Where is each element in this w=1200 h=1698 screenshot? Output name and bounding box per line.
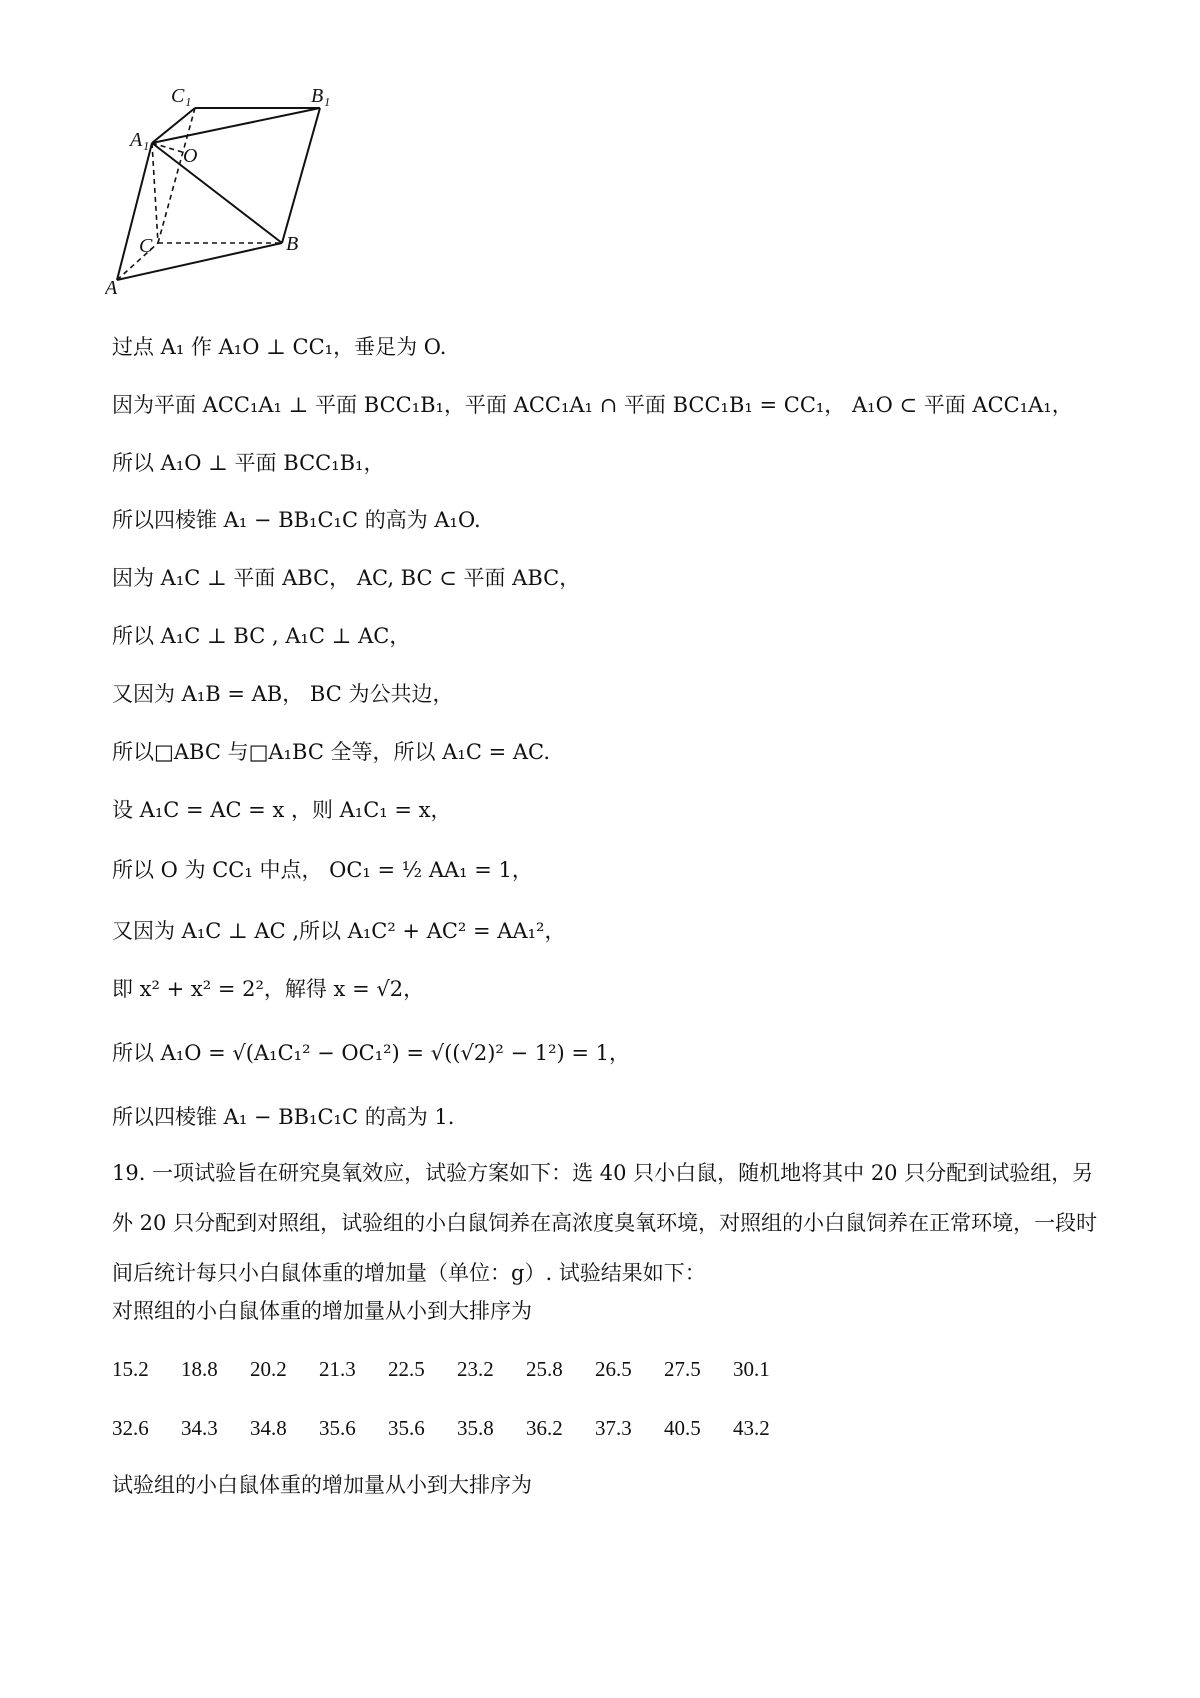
control-data-row-2: [112, 1411, 802, 1445]
data-value: 20.2: [250, 1357, 287, 1381]
data-value: 25.8: [526, 1357, 563, 1381]
label-a1: A₁: [130, 129, 150, 151]
solution-line-1: 过点 A₁ 作 A₁O ⊥ CC₁，垂足为 O.: [112, 335, 447, 359]
data-value: 23.2: [457, 1357, 494, 1381]
solution-line-6: 所以 A₁C ⊥ BC , A₁C ⊥ AC，: [112, 624, 411, 648]
data-value: 34.8: [250, 1416, 287, 1440]
edge-c1-c-dashed: [158, 108, 198, 243]
data-value: 36.2: [526, 1416, 563, 1440]
solution-line-7: 又因为 A₁B = AB， BC 为公共边，: [112, 682, 454, 706]
data-value: 35.6: [388, 1416, 425, 1440]
data-value: 26.5: [595, 1357, 632, 1381]
prism-figure: [105, 80, 365, 310]
solution-line-11: 又因为 A₁C ⊥ AC ,所以 A₁C² + AC² = AA₁²，: [112, 919, 566, 943]
data-value: 37.3: [595, 1416, 632, 1440]
solution-line-2: 因为平面 ACC₁A₁ ⊥ 平面 BCC₁B₁，平面 ACC₁A₁ ∩ 平面 BCC₁B₁ = CC₁， A₁O ⊂ 平面 ACC₁A₁，: [112, 393, 1073, 417]
control-data-row-1: [112, 1352, 802, 1386]
solution-line-4: 所以四棱锥 A₁ − BB₁C₁C 的高为 A₁O.: [112, 508, 481, 532]
solution-line-12: 即 x² + x² = 2²，解得 x = √2，: [112, 977, 425, 1001]
label-b1: B₁: [311, 85, 331, 107]
solution-line-13: 所以 A₁O = √(A₁C₁² − OC₁²) = √((√2)² − 1²) = 1，: [112, 1041, 631, 1065]
label-a: A: [105, 277, 118, 299]
problem-19-text: 19. 一项试验旨在研究臭氧效应，试验方案如下：选 40 只小白鼠，随机地将其中 20 只分配到试验组，另外 20 只分配到对照组，试验组的小白鼠饲养在高浓度臭氧环境，对照组的小白鼠饲养在正常环境，一段时间后统计每只小白鼠体重的增加量（单位：g）. 试验结果如下：: [112, 1161, 1098, 1285]
data-value: 30.1: [733, 1357, 770, 1381]
edge-a1-a: [117, 143, 152, 280]
solution-line-5: 因为 A₁C ⊥ 平面 ABC， AC, BC ⊂ 平面 ABC，: [112, 566, 581, 590]
data-value: 18.8: [181, 1357, 218, 1381]
solution-line-14: 所以四棱锥 A₁ − BB₁C₁C 的高为 1.: [112, 1105, 455, 1129]
data-value: 27.5: [664, 1357, 701, 1381]
label-c1: C₁: [171, 85, 192, 107]
data-value: 35.6: [319, 1416, 356, 1440]
data-value: 43.2: [733, 1416, 770, 1440]
solution-line-3: 所以 A₁O ⊥ 平面 BCC₁B₁，: [112, 451, 385, 475]
solution-line-9: 设 A₁C = AC = x ，则 A₁C₁ = x，: [112, 798, 452, 822]
data-value: 34.3: [181, 1416, 218, 1440]
control-caption: 对照组的小白鼠体重的增加量从小到大排序为: [112, 1299, 532, 1323]
test-caption: 试验组的小白鼠体重的增加量从小到大排序为: [112, 1473, 532, 1497]
solution-line-8: 所以□ABC 与□A₁BC 全等，所以 A₁C = AC.: [112, 740, 550, 764]
data-value: 15.2: [112, 1357, 149, 1381]
edge-a1-b: [152, 143, 282, 243]
edge-b1-b: [282, 108, 320, 243]
label-b: B: [286, 233, 299, 255]
data-value: 22.5: [388, 1357, 425, 1381]
data-value: 21.3: [319, 1357, 356, 1381]
edge-a1-c-dashed: [152, 143, 158, 243]
data-value: 40.5: [664, 1416, 701, 1440]
data-value: 32.6: [112, 1416, 149, 1440]
data-value: 35.8: [457, 1416, 494, 1440]
solution-line-10: 所以 O 为 CC₁ 中点， OC₁ = ½ AA₁ = 1，: [112, 858, 533, 882]
label-c: C: [139, 235, 153, 257]
label-o: O: [183, 145, 198, 167]
edge-a1-b1: [152, 108, 320, 143]
